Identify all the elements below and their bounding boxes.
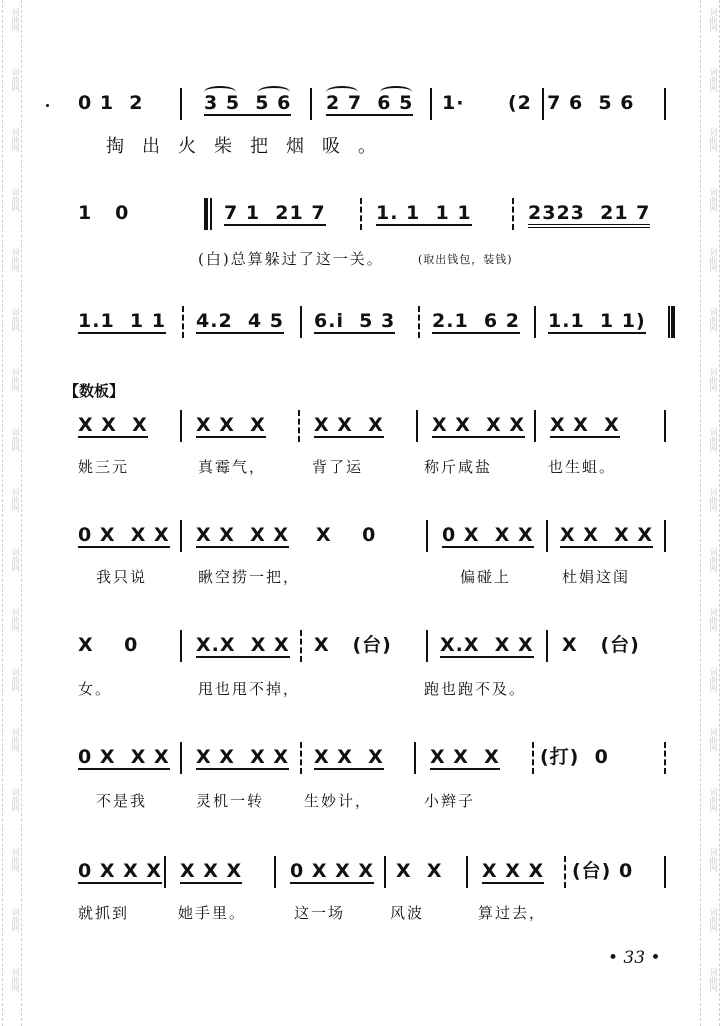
- left-margin-strip: [2, 0, 22, 1026]
- barline: [664, 742, 666, 774]
- lyric: 甩也甩不掉，: [198, 680, 301, 698]
- note-group: X 0: [78, 634, 139, 656]
- watermark-text: 词曲网: [11, 188, 20, 212]
- watermark-text: 词曲网: [709, 8, 718, 32]
- barline: [542, 88, 544, 120]
- watermark-text: 词曲网: [11, 848, 20, 872]
- section-label: 【数板】: [64, 382, 125, 400]
- barline: [564, 856, 566, 888]
- barline: [466, 856, 468, 888]
- note-group: 7 1 21 7: [224, 202, 326, 224]
- spoken-line: (白)总算躲过了这一关。: [198, 250, 384, 268]
- watermark-text: 词曲网: [709, 428, 718, 452]
- barline: [300, 306, 302, 338]
- watermark-text: 词曲网: [709, 488, 718, 512]
- lyric: 风波: [390, 904, 425, 922]
- barline: [310, 88, 312, 120]
- watermark-text: 词曲网: [11, 788, 20, 812]
- lyric: 我只说: [96, 568, 148, 586]
- note-group: (打) 0: [540, 746, 609, 768]
- watermark-text: 词曲网: [11, 8, 20, 32]
- watermark-text: 词曲网: [709, 188, 718, 212]
- note-group: 1. 1 1 1: [376, 202, 472, 224]
- lyric: 她手里。: [178, 904, 247, 922]
- barline: [180, 520, 182, 552]
- watermark-text: 词曲网: [709, 248, 718, 272]
- barline: [418, 306, 420, 338]
- note-group: X X X: [482, 860, 545, 882]
- barline: [426, 630, 428, 662]
- lyric: 偏碰上: [460, 568, 512, 586]
- notes-row-5: [78, 520, 678, 554]
- watermark-text: 词曲网: [709, 788, 718, 812]
- note-group: 3 5 5 6: [204, 92, 292, 114]
- watermark-text: 词曲网: [11, 68, 20, 92]
- barline: [180, 630, 182, 662]
- lyrics-row-1: 掏出火柴把烟吸。: [106, 136, 394, 157]
- lyric: 姚三元: [78, 458, 130, 476]
- note-group: X (台): [314, 634, 392, 656]
- watermark-text: 词曲网: [11, 968, 20, 992]
- lyric: 这一场: [294, 904, 346, 922]
- lyric: 女。: [78, 680, 113, 698]
- barline: [512, 198, 514, 230]
- note-group: X X X: [78, 414, 148, 436]
- watermark-text: 词曲网: [709, 848, 718, 872]
- barline: [180, 742, 182, 774]
- lyric: 称斤咸盐: [424, 458, 493, 476]
- note-group: X.X X X: [196, 634, 290, 656]
- note-group: X X X: [180, 860, 243, 882]
- barline: [300, 742, 302, 774]
- note-group: X 0: [316, 524, 377, 546]
- watermark-text: 词曲网: [11, 488, 20, 512]
- note-group: 0 1 2: [78, 92, 144, 114]
- note-group: 1.1 1 1: [78, 310, 166, 332]
- barline: [430, 88, 432, 120]
- note-group: X (台): [562, 634, 640, 656]
- note-group: 0 X X X: [78, 746, 170, 768]
- notes-row-1: [78, 88, 678, 122]
- note-group: 1·: [442, 92, 465, 114]
- barline: [298, 410, 300, 442]
- barline: [664, 410, 666, 442]
- lyric: 生妙计，: [304, 792, 373, 810]
- watermark-text: 词曲网: [709, 908, 718, 932]
- watermark-text: 词曲网: [709, 668, 718, 692]
- barline: [664, 856, 666, 888]
- watermark-text: 词曲网: [709, 548, 718, 572]
- barline: [546, 630, 548, 662]
- note-group: 0 X X X: [442, 524, 534, 546]
- watermark-text: 词曲网: [11, 668, 20, 692]
- note-group: X X X X: [196, 524, 290, 546]
- barline: [664, 88, 666, 120]
- note-group: X X X X: [560, 524, 654, 546]
- watermark-text: 词曲网: [709, 608, 718, 632]
- note-group: 0 X X X: [290, 860, 375, 882]
- watermark-text: 词曲网: [11, 728, 20, 752]
- barline: [182, 306, 184, 338]
- watermark-text: 词曲网: [11, 908, 20, 932]
- note-group: X X X: [196, 414, 266, 436]
- lyric: 跑也跑不及。: [424, 680, 527, 698]
- page-number: • 33 •: [608, 948, 661, 968]
- note-group: 4.2 4 5: [196, 310, 284, 332]
- repeat-start-barline: [204, 198, 212, 230]
- watermark-text: 词曲网: [11, 308, 20, 332]
- notes-row-2: [78, 198, 678, 232]
- note-group: X.X X X: [440, 634, 534, 656]
- note-group: (2 7 6 5 6: [508, 92, 635, 114]
- barline: [384, 856, 386, 888]
- watermark-text: 词曲网: [709, 128, 718, 152]
- lyric: 算过去，: [478, 904, 547, 922]
- lyric: 真霉气，: [198, 458, 267, 476]
- notes-row-7: [78, 742, 678, 776]
- barline: [546, 520, 548, 552]
- watermark-text: 词曲网: [709, 968, 718, 992]
- note-group: X X X: [314, 414, 384, 436]
- stage-direction: (取出钱包，装钱): [418, 253, 513, 266]
- watermark-text: 词曲网: [11, 608, 20, 632]
- watermark-text: 词曲网: [11, 368, 20, 392]
- notes-row-8: [78, 856, 678, 890]
- barline: [534, 410, 536, 442]
- barline: [426, 520, 428, 552]
- watermark-text: 词曲网: [11, 128, 20, 152]
- watermark-text: 词曲网: [11, 548, 20, 572]
- barline: [414, 742, 416, 774]
- stray-dot: [46, 104, 49, 107]
- watermark-text: 词曲网: [11, 428, 20, 452]
- barline: [180, 410, 182, 442]
- note-group: X X X: [550, 414, 620, 436]
- notes-row-4: [78, 410, 678, 444]
- note-group: (台) 0: [572, 860, 634, 882]
- watermark-text: 词曲网: [709, 368, 718, 392]
- barline: [164, 856, 166, 888]
- note-group: X X X X: [196, 746, 290, 768]
- lyric: 灵机一转: [196, 792, 265, 810]
- barline: [360, 198, 362, 230]
- lyric: 就抓到: [78, 904, 130, 922]
- watermark-text: 词曲网: [709, 68, 718, 92]
- lyric: 也生蛆。: [548, 458, 617, 476]
- barline: [664, 520, 666, 552]
- notes-row-6: [78, 630, 678, 664]
- lyric: 不是我: [96, 792, 148, 810]
- note-group: X X X: [314, 746, 384, 768]
- watermark-text: 词曲网: [709, 728, 718, 752]
- note-group: X X X: [430, 746, 500, 768]
- note-group: 0 X X X: [78, 860, 163, 882]
- lyric: 杜娟这闺: [562, 568, 631, 586]
- barline: [416, 410, 418, 442]
- lyric: 背了运: [312, 458, 364, 476]
- watermark-text: 词曲网: [709, 308, 718, 332]
- barline: [532, 742, 534, 774]
- lyric: 瞅空捞一把，: [198, 568, 301, 586]
- note-group: 0 X X X: [78, 524, 170, 546]
- watermark-text: 词曲网: [11, 248, 20, 272]
- right-margin-strip: [700, 0, 720, 1026]
- lyric: 小辫子: [424, 792, 476, 810]
- barline: [300, 630, 302, 662]
- barline: [274, 856, 276, 888]
- note-group: 2323 21 7: [528, 202, 650, 228]
- notes-row-3: [78, 306, 678, 340]
- note-group: 1.1 1 1): [548, 310, 646, 332]
- barline: [180, 88, 182, 120]
- note-group: 6.i 5 3: [314, 310, 396, 332]
- barline: [534, 306, 536, 338]
- note-group: 1 0: [78, 202, 130, 224]
- note-group: 2 7 6 5: [326, 92, 414, 114]
- note-group: X X: [396, 860, 443, 882]
- note-group: 2.1 6 2: [432, 310, 520, 332]
- note-group: X X X X: [432, 414, 526, 436]
- repeat-end-barline: [668, 306, 675, 338]
